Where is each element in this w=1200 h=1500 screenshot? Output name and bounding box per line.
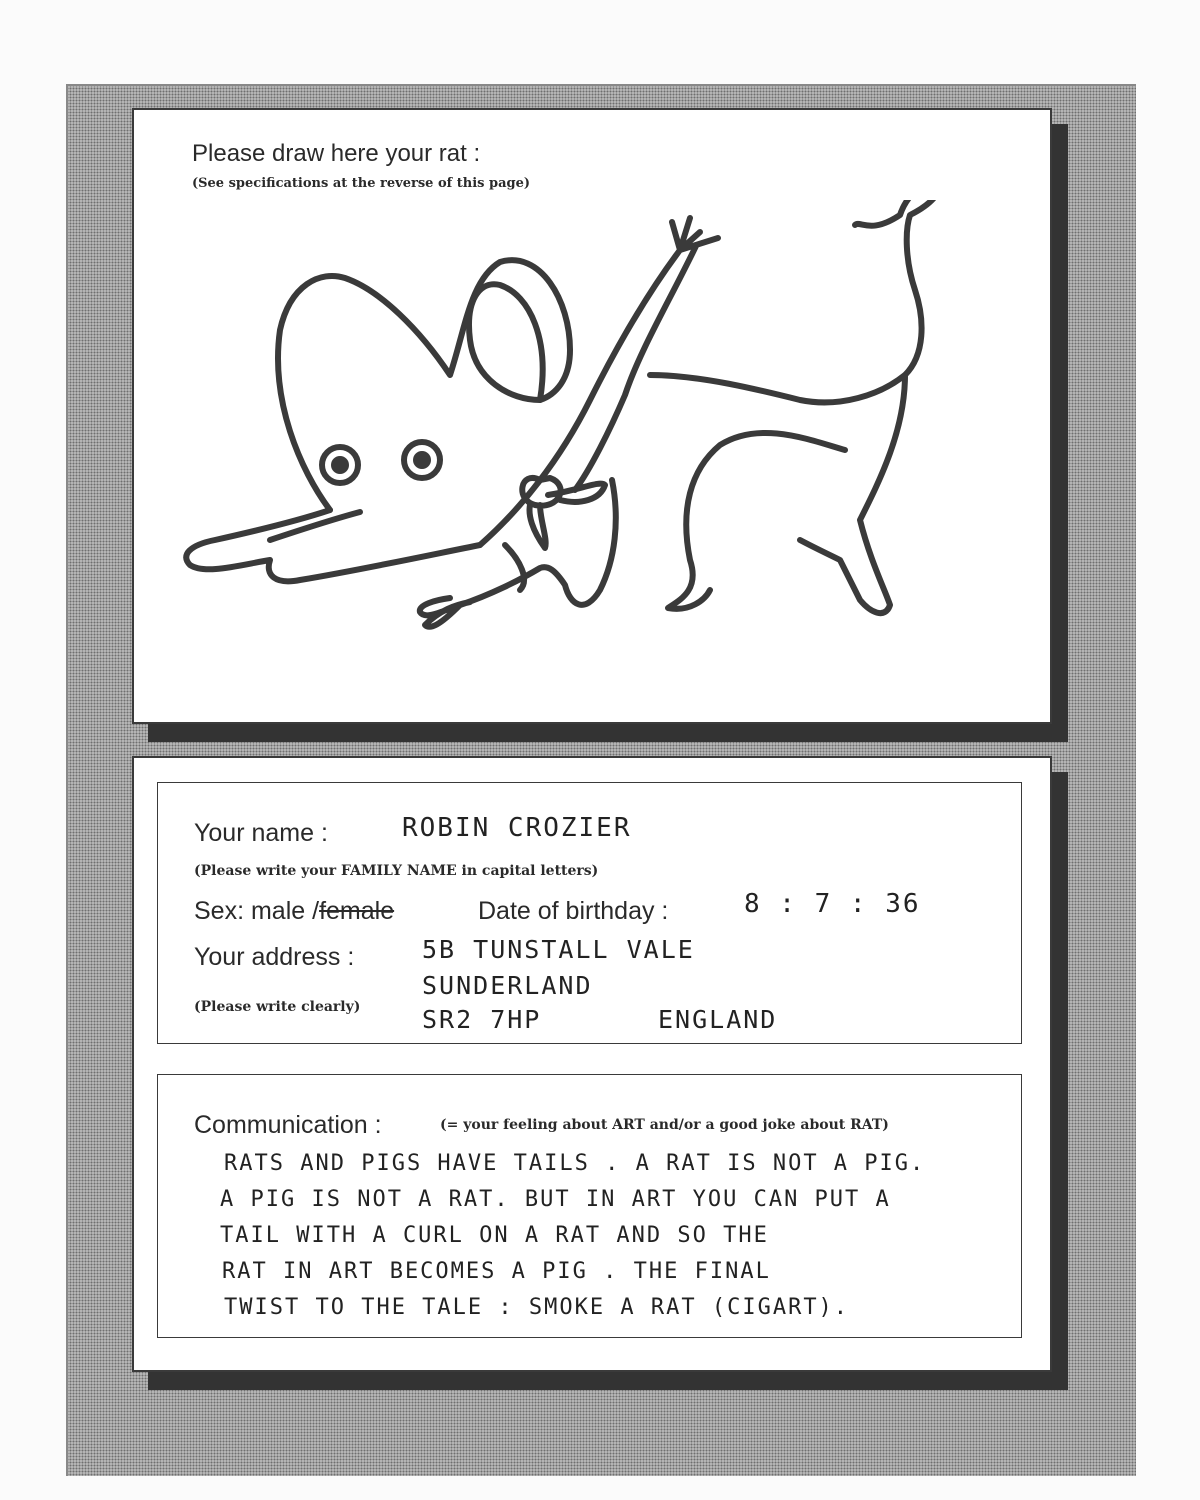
communication-label: Communication : xyxy=(194,1111,382,1139)
communication-line-4: RAT IN ART BECOMES A PIG . THE FINAL xyxy=(222,1259,771,1284)
drawing-prompt: Please draw here your rat : xyxy=(192,140,481,167)
communication-line-1: RATS AND PIGS HAVE TAILS . A RAT IS NOT A PIG. xyxy=(224,1151,926,1176)
address-country: ENGLAND xyxy=(658,1005,778,1034)
sex-option-female-struck: female xyxy=(319,897,395,925)
communication-box xyxy=(157,1074,1022,1338)
birthday-value: 8 : 7 : 36 xyxy=(744,889,921,919)
rat-back-leg xyxy=(800,375,905,613)
rat-drawing xyxy=(150,200,950,660)
communication-line-2: A PIG IS NOT A RAT. BUT IN ART YOU CAN PUT A xyxy=(220,1187,891,1212)
name-value: ROBIN CROZIER xyxy=(402,813,632,843)
address-line-1: 5B TUNSTALL VALE xyxy=(422,935,695,964)
address-line-2: SUNDERLAND xyxy=(422,971,593,1000)
communication-line-3: TAIL WITH A CURL ON A RAT AND SO THE xyxy=(220,1223,769,1248)
address-line-3: SR2 7HP xyxy=(422,1005,542,1034)
rat-belly xyxy=(668,433,845,609)
drawing-spec-note: (See specifications at the reverse of this page) xyxy=(192,176,531,191)
birthday-label: Date of birthday : xyxy=(478,897,669,925)
sex-option-male: Sex: male / xyxy=(194,897,320,925)
sex-label xyxy=(194,897,394,926)
name-note: (Please write your FAMILY NAME in capital letters) xyxy=(194,863,599,879)
address-note: (Please write clearly) xyxy=(194,999,361,1015)
name-label: Your name : xyxy=(194,819,328,847)
identity-box xyxy=(157,782,1022,1044)
communication-line-5: TWIST TO THE TALE : SMOKE A RAT (CIGART). xyxy=(224,1295,850,1320)
address-label: Your address : xyxy=(194,943,355,971)
rat-back xyxy=(650,200,938,402)
communication-note: (= your feeling about ART and/or a good joke about RAT) xyxy=(440,1117,889,1133)
rat-ear-small xyxy=(469,284,543,400)
